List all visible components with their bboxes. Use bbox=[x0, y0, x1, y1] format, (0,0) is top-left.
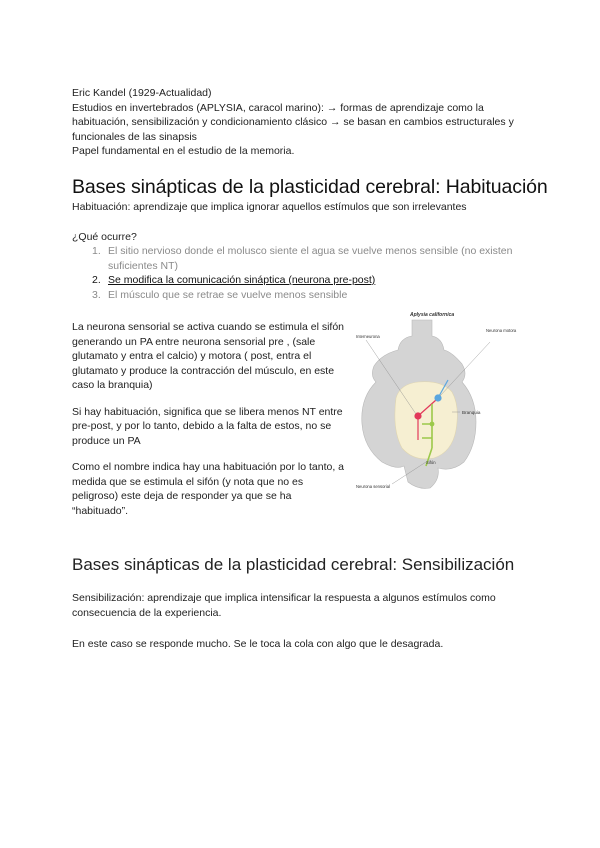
label-neurona-sensorial: Neurona sensorial bbox=[356, 484, 390, 489]
habituacion-heading: Bases sinápticas de la plasticidad cerebral: Habituación bbox=[72, 176, 548, 198]
step-number: 2. bbox=[92, 274, 101, 286]
label-interneurona: Interneurona bbox=[356, 334, 380, 339]
step-number: 3. bbox=[92, 288, 101, 301]
step-number: 1. bbox=[92, 245, 101, 257]
explanation-paragraph-3: Como el nombre indica hay una habituación por lo tanto, a medida que se estimula el sifón (y nota que no es peligroso) este deja de responder ya que se ha “habituado”. bbox=[72, 461, 345, 517]
aplysia-figure bbox=[352, 306, 517, 506]
sensibilizacion-example: En este caso se responde mucho. Se le toca la cola con algo que le desagrada. bbox=[72, 638, 444, 650]
step-item-3 bbox=[72, 288, 522, 303]
intro-author-line: Eric Kandel (1929-Actualidad) bbox=[72, 87, 212, 99]
intro-block bbox=[72, 86, 532, 159]
habituacion-definition: Habituación: aprendizaje que implica ignorar aquellos estímulos que son irrelevantes bbox=[72, 201, 467, 213]
label-branquia: Branquia bbox=[462, 410, 481, 415]
steps-list bbox=[72, 244, 522, 302]
question-label: ¿Qué ocurre? bbox=[72, 231, 137, 243]
label-neurona-motora: Neurona motora bbox=[486, 328, 517, 333]
figure-title: Aplysia californica bbox=[410, 312, 455, 318]
step-item-1 bbox=[72, 244, 522, 273]
intro-memory-line: Papel fundamental en el estudio de la memoria. bbox=[72, 145, 295, 157]
label-sifon: Sifón bbox=[426, 460, 436, 465]
step-text: El sitio nervioso donde el molusco siente el agua se vuelve menos sensible (no existen suficientes NT) bbox=[108, 245, 513, 272]
sensibilizacion-heading: Bases sinápticas de la plasticidad cerebral: Sensibilización bbox=[72, 555, 515, 574]
aplysia-diagram bbox=[352, 306, 517, 506]
step-text: El músculo que se retrae se vuelve menos sensible bbox=[108, 288, 348, 301]
explanation-paragraph-1: La neurona sensorial se activa cuando se estimula el sifón generando un PA entre neurona sensorial pre , (sale glutamato y entra el calcio) y motora ( post, entra el glutamato y produce la contracción del músculo, en este caso la branquia) bbox=[72, 321, 344, 391]
sensory-neuron-cell bbox=[430, 422, 435, 427]
step-item-2 bbox=[72, 273, 522, 288]
step-text: Se modifica la comunicación sináptica (neurona pre-post) bbox=[108, 274, 376, 286]
explanation-paragraph-2: Si hay habituación, significa que se libera menos NT entre pre-post, y por lo tanto, debido a la falta de estos, no se produce un PA bbox=[72, 405, 343, 447]
intro-studies-line: Estudios en invertebrados (APLYSIA, caracol marino): → formas de aprendizaje como la habituación, sensibilización y condicionamiento clásico → se basan en cambios estructurales y funcionales de las sinapsis bbox=[72, 101, 514, 143]
sensibilizacion-definition: Sensibilización: aprendizaje que implica intensificar la respuesta a algunos estímulos como consecuencia de la experiencia. bbox=[72, 592, 496, 619]
gill-region bbox=[395, 382, 457, 459]
habituacion-explanation bbox=[72, 320, 348, 530]
